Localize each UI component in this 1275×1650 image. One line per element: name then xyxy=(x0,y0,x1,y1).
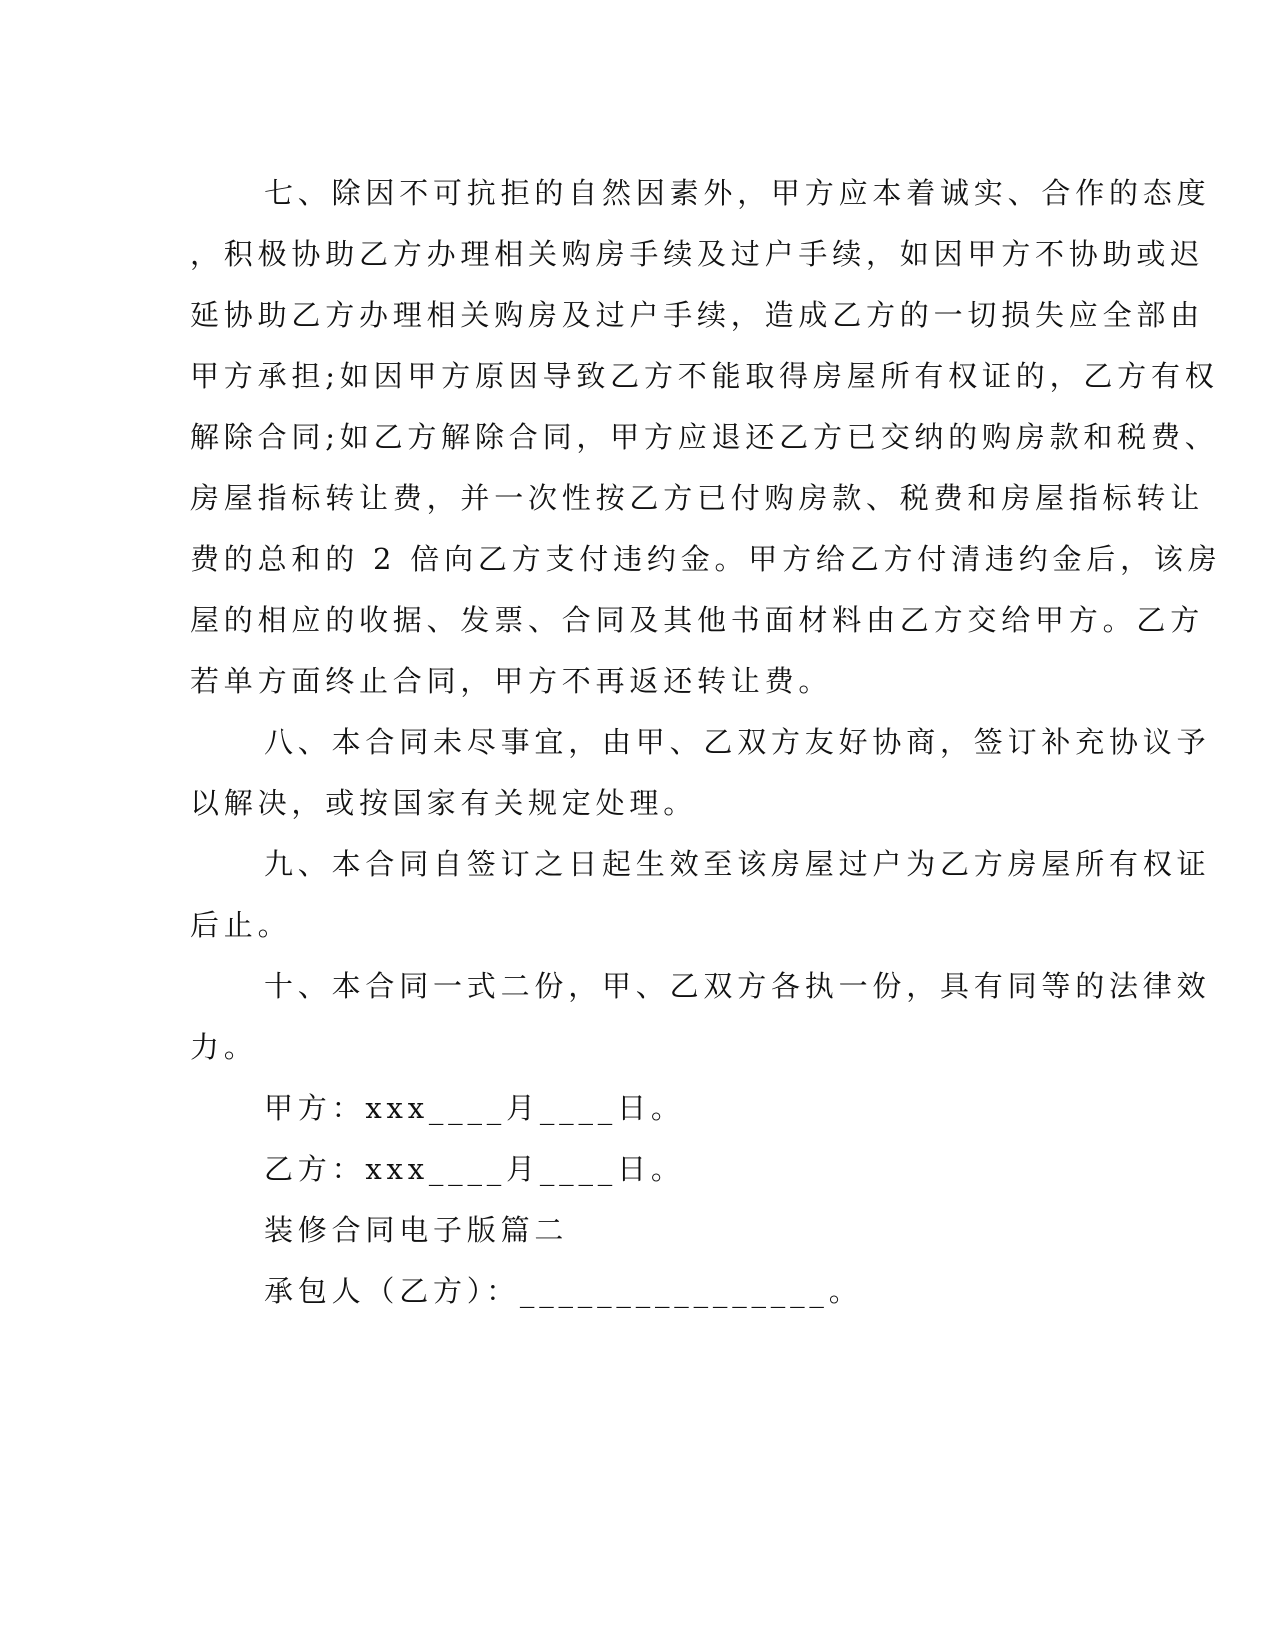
section-title xyxy=(190,1200,1072,1261)
clause-7-paragraph xyxy=(190,163,1222,712)
signature-line-b: 乙方：xxx____月____日。 xyxy=(264,1152,685,1186)
text-line: 七、除因不可抗拒的自然因素外，甲方应本着诚实、合作的态度 xyxy=(264,176,1211,210)
text-line: 后止。 xyxy=(190,908,292,942)
signature-party-a xyxy=(190,1078,1072,1139)
document-body xyxy=(190,163,1222,1322)
text-line: 若单方面终止合同，甲方不再返还转让费。 xyxy=(190,664,833,698)
contractor-field xyxy=(190,1261,1072,1322)
text-line: 屋的相应的收据、发票、合同及其他书面材料由乙方交给甲方。乙方 xyxy=(190,603,1205,637)
text-line: 房屋指标转让费，并一次性按乙方已付购房款、税费和房屋指标转让 xyxy=(190,481,1205,515)
signature-line-a: 甲方：xxx____月____日。 xyxy=(264,1091,685,1125)
clause-10-paragraph xyxy=(190,956,1211,1078)
text-line: 延协助乙方办理相关购房及过户手续，造成乙方的一切损失应全部由 xyxy=(190,298,1205,332)
text-line: 八、本合同未尽事宜，由甲、乙双方友好协商，签订补充协议予 xyxy=(264,725,1211,759)
section-heading: 装修合同电子版篇二 xyxy=(264,1213,569,1247)
text-line: 以解决，或按国家有关规定处理。 xyxy=(190,786,698,820)
clause-8-paragraph xyxy=(190,712,1211,834)
text-line: 费的总和的 2 倍向乙方支付违约金。甲方给乙方付清违约金后，该房 xyxy=(190,542,1222,576)
clause-9-paragraph xyxy=(190,834,1211,956)
text-line: 甲方承担;如因甲方原因导致乙方不能取得房屋所有权证的，乙方有权 xyxy=(190,359,1219,393)
text-line: 解除合同;如乙方解除合同，甲方应退还乙方已交纳的购房款和税费、 xyxy=(190,420,1219,454)
text-line: 九、本合同自签订之日起生效至该房屋过户为乙方房屋所有权证 xyxy=(264,847,1211,881)
contractor-line: 承包人（乙方）：________________。 xyxy=(264,1274,863,1308)
text-line: ，积极协助乙方办理相关购房手续及过户手续，如因甲方不协助或迟 xyxy=(190,237,1205,271)
signature-party-b xyxy=(190,1139,1072,1200)
text-line: 十、本合同一式二份，甲、乙双方各执一份，具有同等的法律效 xyxy=(264,969,1211,1003)
text-line: 力。 xyxy=(190,1030,258,1064)
